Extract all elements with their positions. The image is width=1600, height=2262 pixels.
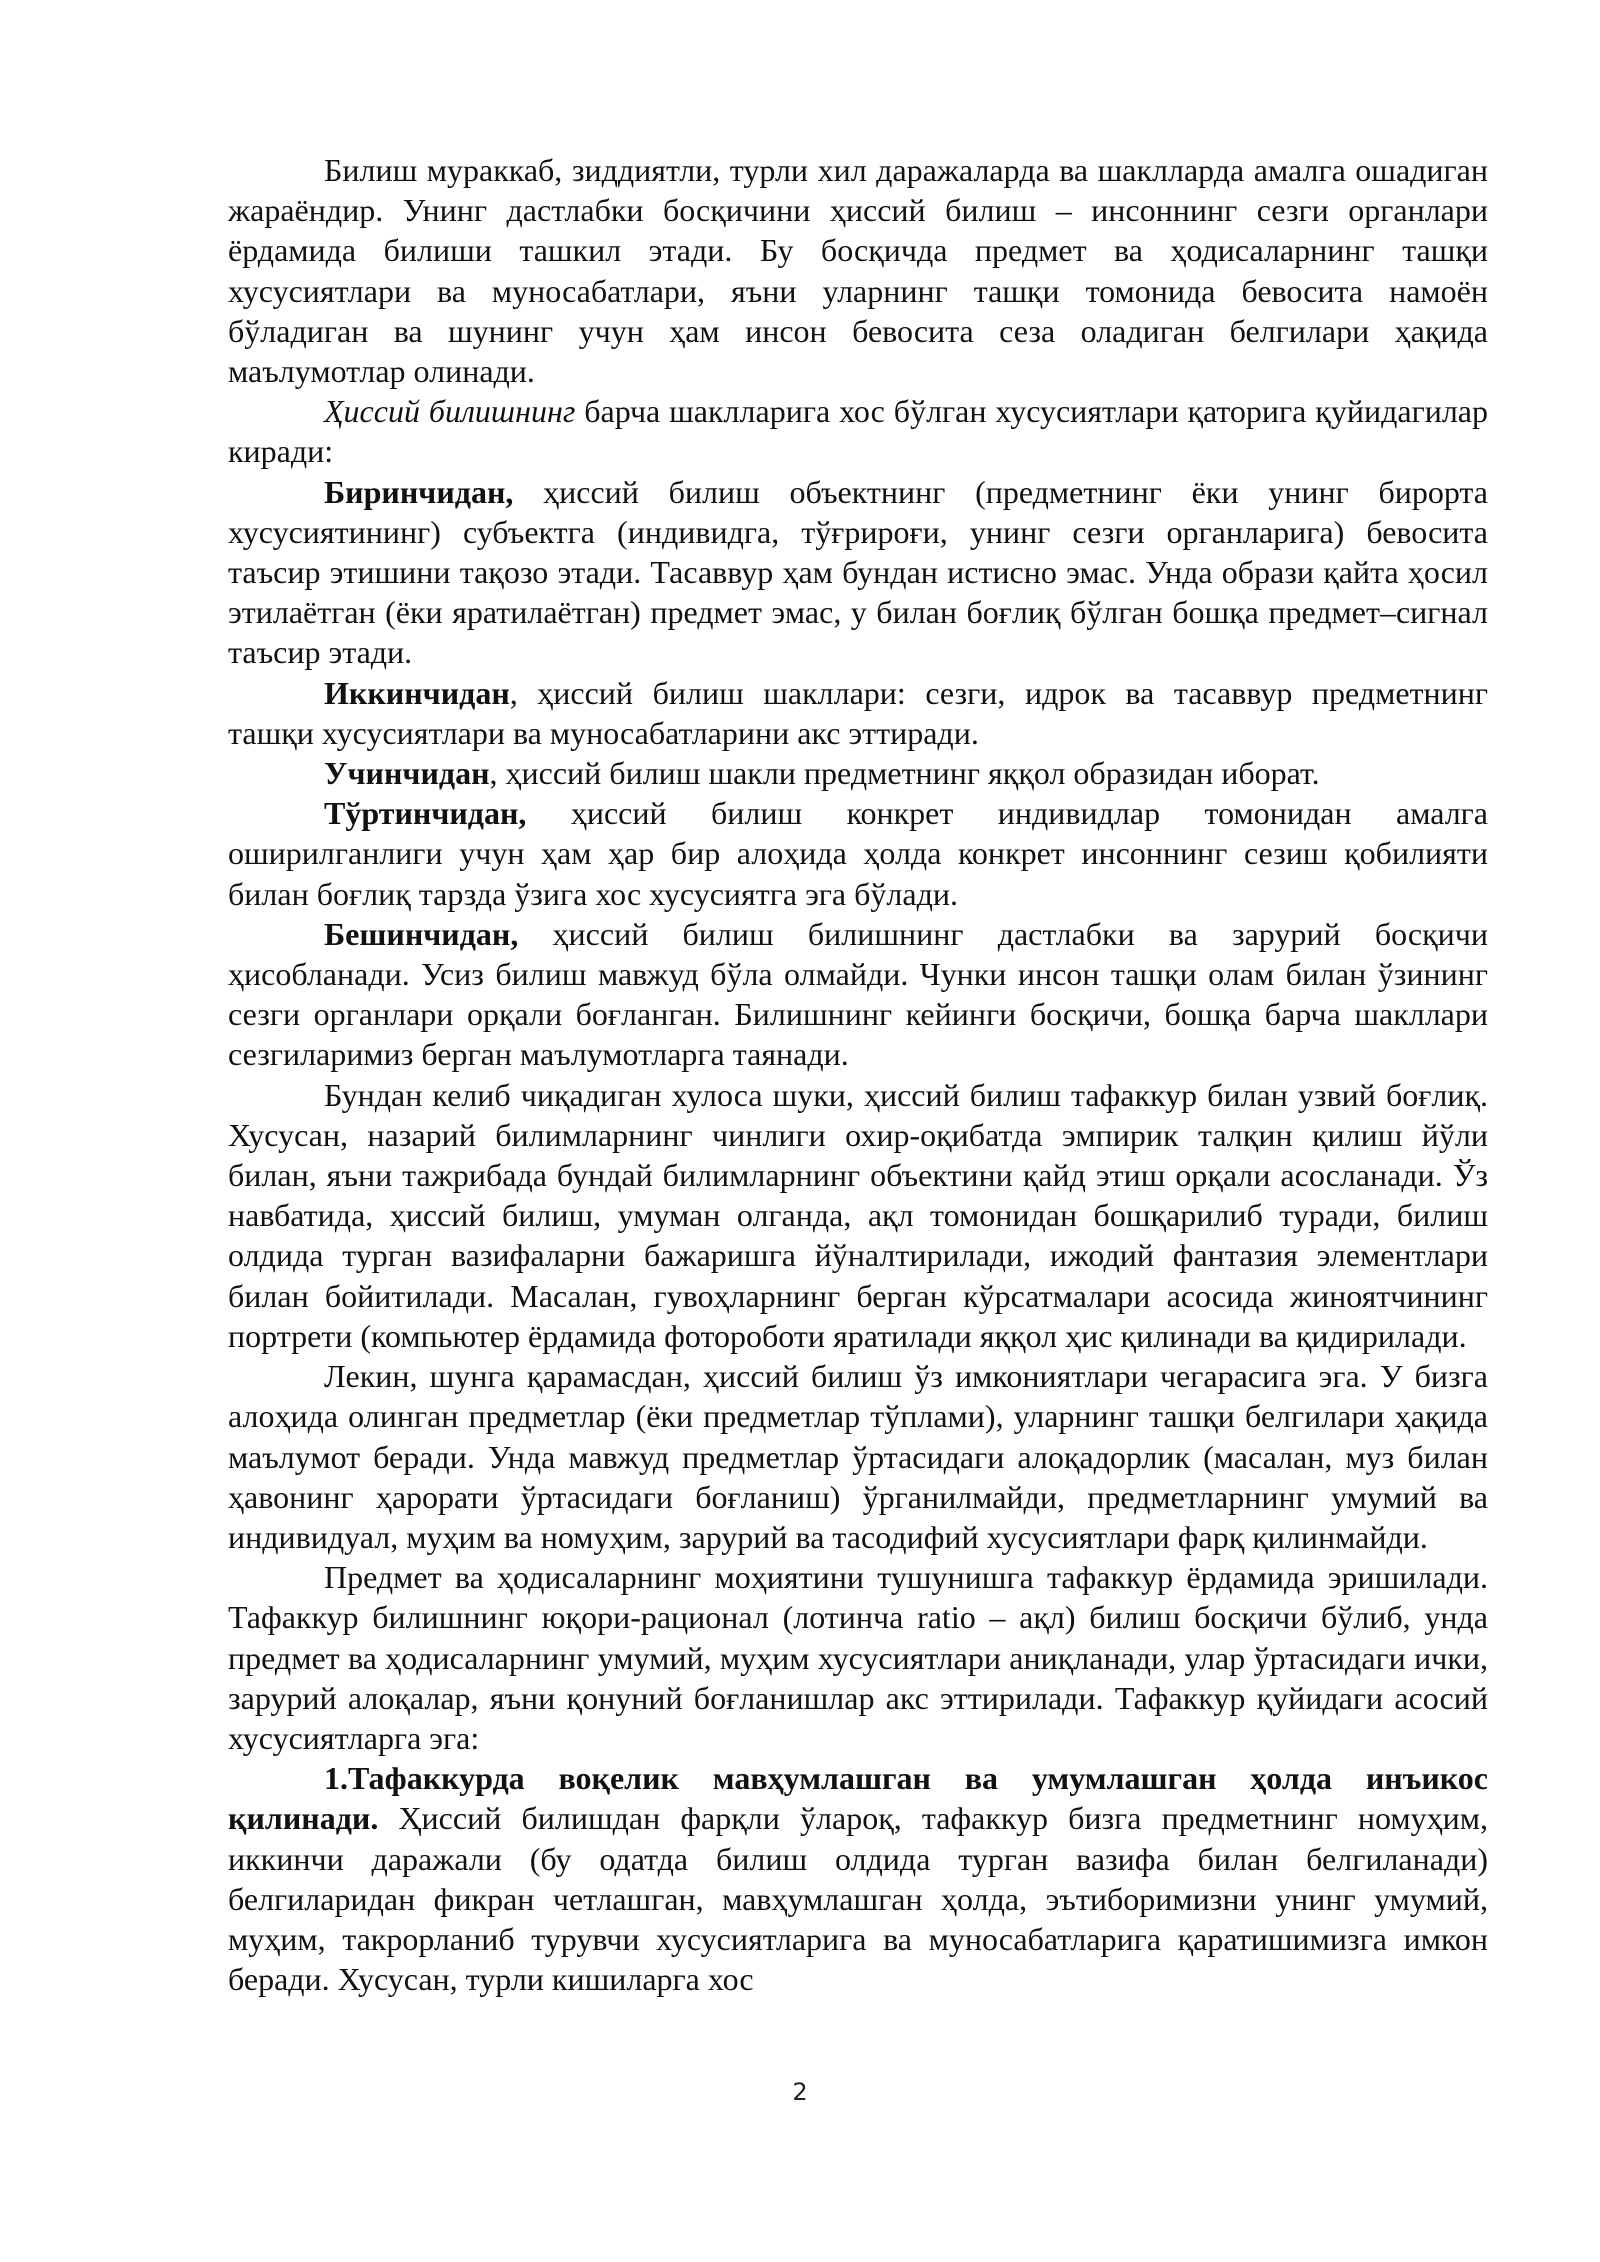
paragraph-fifth [228,914,1488,1075]
paragraph-limits [228,1356,1488,1557]
paragraph-third [228,753,1488,793]
paragraph-text: барча шаклларига хос бўлган хусусиятлари қаторига қуйидагилар киради: [228,393,1489,470]
paragraph-fourth [228,793,1488,914]
page-number: 2 [792,2078,808,2106]
paragraph-text: Лекин, шунга қарамасдан, ҳиссий билиш ўз имкониятлари чегарасига эга. У бизга алоҳида олинган предметлар (ёки предметлар тўплами), уларнинг ташқи белгилари ҳақида маълумот беради. Унда мавжуд предметлар ўртасидаги алоқадорлик (масалан, муз билан ҳавонинг ҳарорати ўртасидаги боғланиш) ўрганилмайди, предметларнинг умумий ва индивидуал, муҳим ва номуҳим, зарурий ва тасодифий хусусиятлари фарқ қилинмайди. [228,1358,1488,1555]
paragraph-conclusion [228,1075,1488,1356]
paragraph-text: Бундан келиб чиқадиган хулоса шуки, ҳиссий билиш тафаккур билан узвий боғлиқ. Хусусан, назарий билимларнинг чинлиги охир-оқибатда эмпирик талқин қилиш йўли билан, яъни тажрибада бундай билимларнинг объектини қайд этиш орқали асосланади. Ўз навбатида, ҳиссий билиш, умуман олганда, ақл томонидан бошқарилиб туради, билиш олдида турган вазифаларни бажаришга йўналтирилади, ижодий фантазия элементлари билан бойитилади. Масалан, гувоҳларнинг берган кўрсатмалари асосида жиноятчининг портрети (компьютер ёрдамида фотороботи яратилади яққол ҳис қилинади ва қидирилади. [228,1076,1488,1354]
paragraph-text: ҳиссий билиш объектнинг (предметнинг ёки унинг бирорта хусусиятининг) субъектга (индивидга, тўғрироғи, унинг сезги органларига) бевосита таъсир этишини тақозо этади. Тасаввур ҳам бундан истисно эмас. Унда образи қайта ҳосил этилаётган (ёки яратилаётган) предмет эмас, у билан боғлиқ бўлган бошқа предмет–сигнал таъсир этади. [228,473,1488,671]
paragraph-text: ҳиссий билиш конкрет индивидлар томонидан амалга оширилганлиги учун ҳам ҳар бир алоҳида ҳолда конкрет инсоннинг сезиш қобилияти билан боғлиқ тарзда ўзига хос хусусиятга эга бўлади. [228,795,1488,912]
bold-lead: Бешинчидан, [324,915,519,952]
paragraph-sensory-features [228,391,1488,471]
document-page [228,150,1488,1999]
bold-lead: 1.Тафаккурда воқелик мавҳумлашган ва умумлашган ҳолда инъикос қилинади. [228,1760,1488,1837]
bold-lead: Иккинчидан [324,674,510,711]
italic-lead: Ҳиссий билишнинг [324,393,576,430]
bold-lead: Учинчидан [324,755,490,792]
paragraph-text: , ҳиссий билиш шакли предметнинг яққол образидан иборат. [489,755,1320,792]
paragraph-text: ҳиссий билиш билишнинг дастлабки ва зарурий босқичи ҳисобланади. Усиз билиш мавжуд бўла олмайди. Чунки инсон ташқи олам билан ўзининг сезги органлари орқали боғланган. Билишнинг кейинги босқичи, бошқа барча шакллари сезгиларимиз берган маълумотларга таянади. [228,915,1488,1073]
bold-lead: Тўртинчидан, [324,795,527,832]
paragraph-thinking-feature-1 [228,1758,1488,1999]
paragraph-text: Билиш мураккаб, зиддиятли, турли хил даражаларда ва шаклларда амалга ошадиган жараёндир. Унинг дастлабки босқичини ҳиссий билиш – инсоннинг сезги органлари ёрдамида билиши ташкил этади. Бу босқичда предмет ва ҳодисаларнинг ташқи хусусиятлари ва муносабатлари, яъни уларнинг ташқи томонида бевосита намоён бўладиган ва шунинг учун ҳам инсон бевосита сеза оладиган белгилари ҳақида маълумотлар олинади. [228,152,1488,390]
paragraph-first [228,472,1488,673]
paragraph-text: Предмет ва ҳодисаларнинг моҳиятини тушунишга тафаккур ёрдамида эришилади. Тафаккур билишнинг юқори-рационал (лотинча ratio – ақл) билиш босқичи бўлиб, унда предмет ва ҳодисаларнинг умумий, муҳим хусусиятлари аниқланади, улар ўртасидаги ички, зарурий алоқалар, яъни қонуний боғланишлар акс эттирилади. Тафаккур қуйидаги асосий хусусиятларга эга: [228,1559,1488,1756]
bold-lead: Биринчидан, [324,473,514,510]
paragraph-second [228,673,1488,753]
paragraph-intro [228,150,1488,391]
paragraph-text: Ҳиссий билишдан фарқли ўлароқ, тафаккур бизга предметнинг номуҳим, иккинчи даражали (бу одатда билиш олдида турган вазифа билан белгиланади) белгиларидан фикран четлашган, мавҳумлашган ҳолда, эътиборимизни унинг умумий, муҳим, такрорланиб турувчи хусусиятларига ва муносабатларига қаратишимизга имкон беради. Хусусан, турли кишиларга хос [228,1800,1488,1998]
paragraph-thinking [228,1557,1488,1758]
paragraph-text: , ҳиссий билиш шакллари: сезги, идрок ва тасаввур предметнинг ташқи хусусиятлари ва муносабатларини акс эттиради. [228,674,1488,751]
